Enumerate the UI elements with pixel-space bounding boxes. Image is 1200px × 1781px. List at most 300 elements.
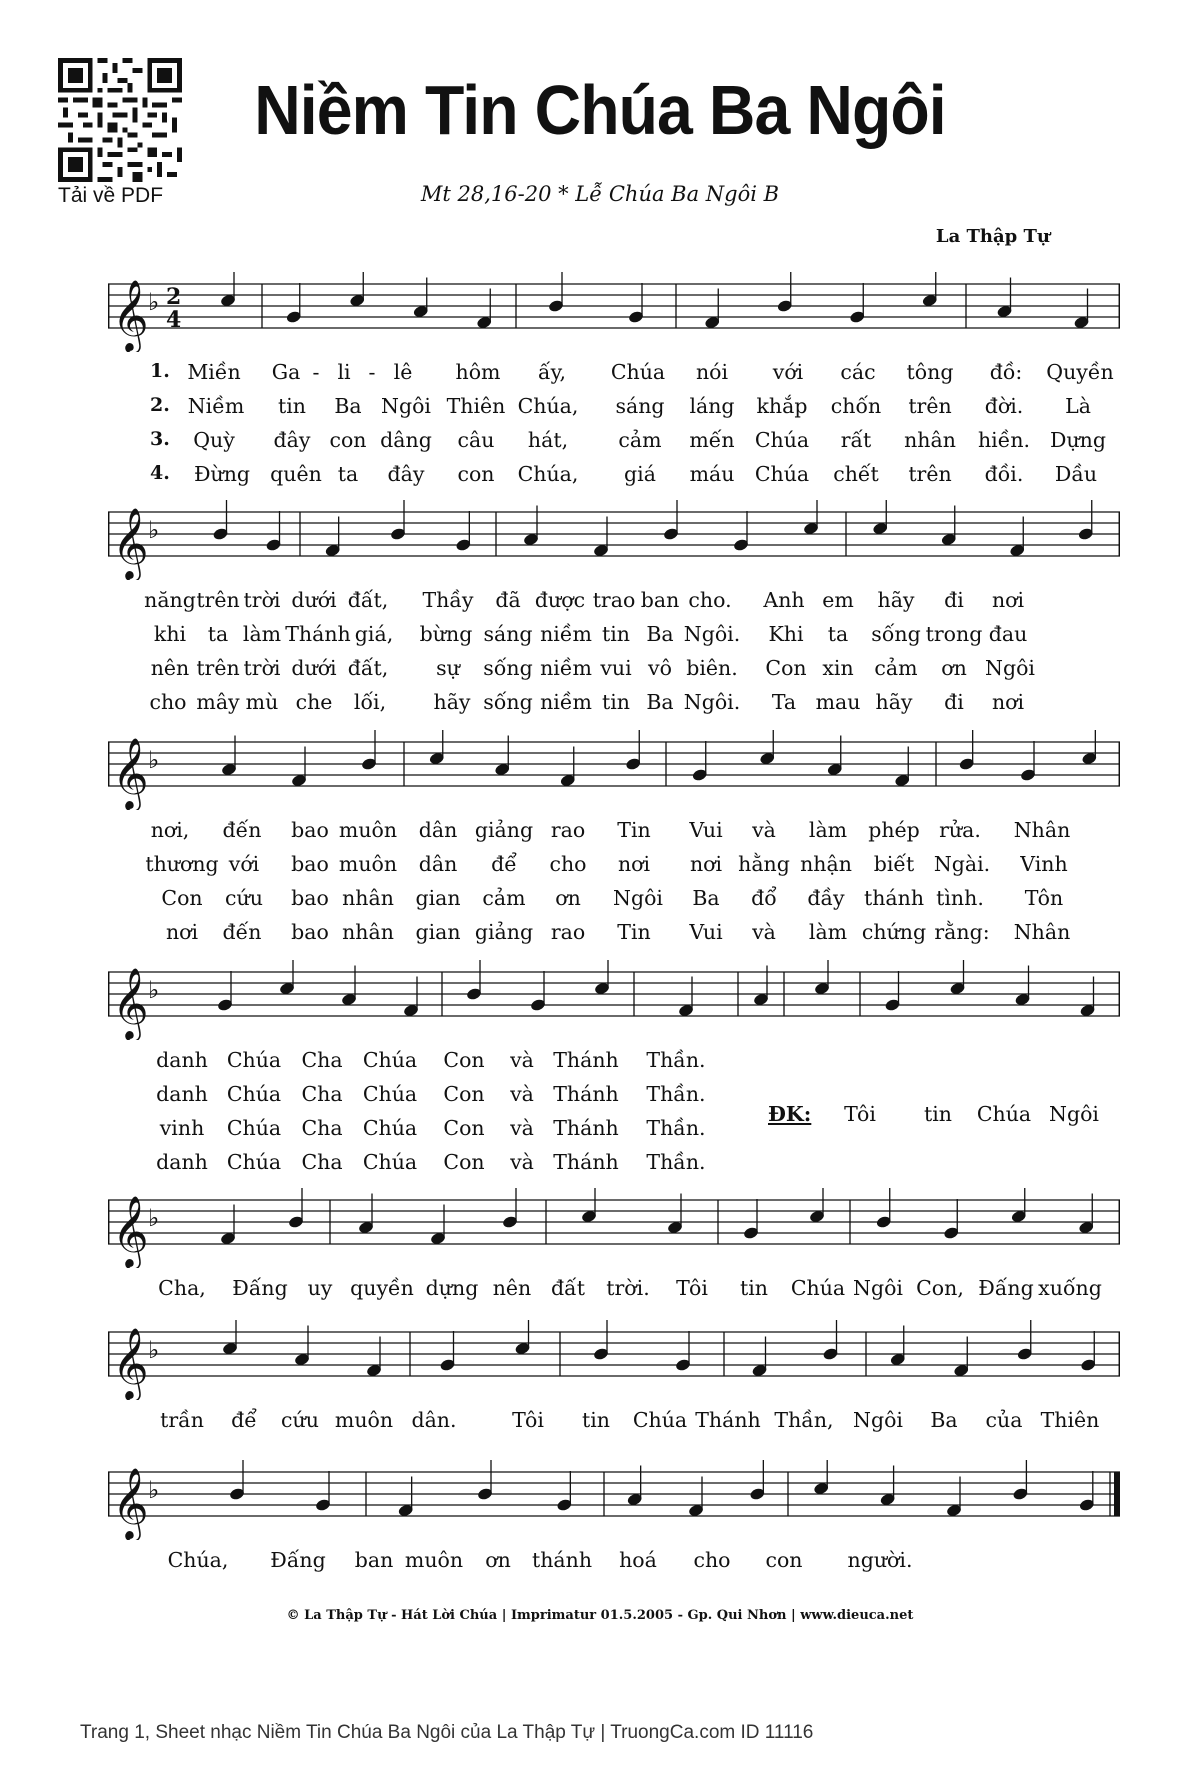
lyric-syllable: nhận (800, 852, 852, 876)
lyric-syllable: Con (443, 1048, 485, 1072)
lyric-syllable: cảm (618, 428, 662, 452)
lyric-syllable: tin (740, 1276, 768, 1300)
lyric-syllable: rất (840, 428, 872, 452)
lyric-syllable: Đấng (232, 1276, 288, 1300)
flat-icon: ♭ (148, 1476, 160, 1504)
lyric-syllable: Thần. (646, 1116, 706, 1140)
lyric-syllable: rao (550, 818, 586, 842)
lyric-syllable: Chúa (632, 1408, 688, 1432)
time-signature-bottom: 4 (166, 307, 182, 333)
lyric-syllable: Con, (916, 1276, 964, 1300)
lyric-syllable: thánh (531, 1548, 593, 1572)
staff-system-3 (108, 730, 1120, 944)
lyric-syllable: nên (492, 1276, 532, 1300)
lyric-syllable: Ba (646, 622, 674, 646)
lyric-syllable: Thiên (1040, 1408, 1100, 1432)
lyric-syllable: hãy (877, 588, 915, 612)
page-info-line: Trang 1, Sheet nhạc Niềm Tin Chúa Ba Ngôi của La Thập Tự | TruongCa.com ID 11116 (80, 1722, 814, 1743)
lyric-syllable: trong (925, 622, 983, 646)
lyric-syllable: Đấng (978, 1276, 1034, 1300)
lyric-syllable: dân (418, 852, 458, 876)
lyric-syllable: Khi (768, 622, 804, 646)
lyric-syllable: đời. (984, 394, 1024, 418)
lyric-syllable: đây (273, 428, 311, 452)
treble-clef-icon: 𝄞 (112, 1466, 149, 1539)
lyric-syllable: nên (150, 656, 190, 680)
lyric-syllable: sáng (483, 622, 533, 646)
lyric-syllable: Ba (646, 690, 674, 714)
lyric-syllable: hát, (527, 428, 569, 452)
staff-system-2 (108, 500, 1120, 714)
lyric-syllable: Ngôi (853, 1408, 903, 1432)
lyric-syllable: chứng (861, 920, 927, 944)
lyric-syllable: Thánh (553, 1048, 619, 1072)
lyric-syllable: khi (153, 622, 187, 646)
lyric-syllable: sáng (615, 394, 665, 418)
lyric-syllable: Thần. (646, 1150, 706, 1174)
lyric-syllable: Chúa (362, 1150, 418, 1174)
lyric-syllable: Thầy (422, 588, 474, 612)
lyric-syllable: vô (648, 656, 672, 680)
lyric-syllable: Đấng (270, 1548, 326, 1572)
lyric-syllable: Thiên (446, 394, 506, 418)
lyric-verse-3 (108, 428, 1120, 458)
lyric-syllable: Ba (930, 1408, 958, 1432)
lyric-syllable: Quỳ (193, 428, 235, 452)
lyric-syllable: Dầu (1054, 462, 1098, 486)
lyric-syllable: của (985, 1408, 1023, 1432)
flat-icon: ♭ (148, 1336, 160, 1364)
lyric-syllable: Đừng (193, 462, 251, 486)
lyric-syllable: hoá (619, 1548, 657, 1572)
lyric-syllable: Cha (301, 1116, 343, 1140)
lyric-syllable: lối, (353, 690, 387, 714)
staff-5 (108, 1188, 1120, 1268)
verse-number: 3. (150, 428, 170, 450)
lyric-syllable: Tôi (844, 1102, 876, 1126)
lyric-syllable: che (295, 690, 333, 714)
lyric-syllable: sự (436, 656, 460, 680)
lyric-refrain (108, 1408, 1120, 1438)
lyric-syllable: hãy (433, 690, 471, 714)
lyric-syllable: đã (495, 588, 521, 612)
staff-4 (108, 960, 1120, 1040)
lyric-syllable: Ngài. (933, 852, 991, 876)
lyric-syllable: đồi. (984, 462, 1024, 486)
lyric-syllable: đi (944, 690, 964, 714)
lyric-syllable: nơi (991, 588, 1025, 612)
lyric-syllable: Tôi (512, 1408, 544, 1432)
lyric-syllable: và (510, 1082, 534, 1106)
lyric-syllable: đến (222, 818, 262, 842)
lyric-syllable: trần (160, 1408, 204, 1432)
lyric-syllable: cho (149, 690, 187, 714)
lyric-syllable: ta (337, 462, 359, 486)
lyric-syllable: với (228, 852, 260, 876)
lyric-syllable: tình. (936, 886, 984, 910)
lyric-syllable: Chúa, (517, 462, 579, 486)
lyric-syllable: để (491, 852, 517, 876)
lyric-syllable: bao (291, 886, 329, 910)
lyric-syllable: Thánh (553, 1150, 619, 1174)
lyric-verse-2 (108, 852, 1120, 882)
lyric-syllable: xin (822, 656, 854, 680)
staff-3 (108, 730, 1120, 810)
staff-system-4 (108, 960, 1120, 1174)
lyric-syllable: giảng (474, 818, 534, 842)
lyric-syllable: rửa. (939, 818, 981, 842)
lyric-syllable: xuống (1038, 1276, 1102, 1300)
lyric-syllable: nơi (991, 690, 1025, 714)
lyric-syllable: ta (207, 622, 229, 646)
lyric-syllable: mau (815, 690, 861, 714)
lyric-syllable: tin (582, 1408, 610, 1432)
treble-clef-icon: 𝄞 (112, 1326, 149, 1399)
lyric-syllable: muôn (404, 1548, 464, 1572)
lyric-syllable: tông (906, 360, 954, 384)
lyric-verse-1 (108, 818, 1120, 848)
lyric-syllable: nói (695, 360, 729, 384)
lyric-syllable: bừng (419, 622, 473, 646)
lyric-syllable: niềm (540, 656, 592, 680)
lyric-syllable: hiền. (977, 428, 1031, 452)
lyric-syllable: đất, (347, 656, 389, 680)
lyric-syllable: nơi (689, 852, 723, 876)
lyric-syllable: niềm (540, 690, 592, 714)
lyric-syllable: ban (640, 588, 680, 612)
final-barline-thick (1114, 1472, 1120, 1516)
lyric-syllable: trên (196, 656, 240, 680)
lyric-syllable: đi (944, 588, 964, 612)
download-pdf-link[interactable]: Tải về PDF (58, 184, 164, 207)
treble-clef-icon: 𝄞 (112, 1194, 149, 1267)
lyric-verse-1 (108, 360, 1120, 390)
lyric-verse-4 (108, 462, 1120, 492)
lyric-syllable: làm (808, 818, 848, 842)
flat-icon: ♭ (148, 746, 160, 774)
lyric-syllable: rằng: (934, 920, 990, 944)
lyric-refrain (108, 1548, 1120, 1578)
lyric-syllable: vinh (159, 1116, 205, 1140)
lyric-syllable: Ba (334, 394, 362, 418)
lyric-syllable: dân. (411, 1408, 457, 1432)
lyric-syllable: sống (483, 656, 533, 680)
lyric-syllable: tin (278, 394, 306, 418)
lyric-syllable: Cha, (158, 1276, 206, 1300)
scripture-reference: Mt 28,16-20 * Lễ Chúa Ba Ngôi B (420, 182, 780, 206)
lyric-syllable: nơi (165, 920, 199, 944)
lyric-syllable: Chúa (226, 1116, 282, 1140)
lyric-syllable: giá (624, 462, 656, 486)
lyric-syllable: máu (689, 462, 735, 486)
lyric-syllable: Ngôi (381, 394, 431, 418)
lyric-syllable: hôm (455, 360, 501, 384)
lyric-syllable: cứu (281, 1408, 319, 1432)
lyric-syllable: Vui (689, 818, 723, 842)
lyric-syllable: Miền (187, 360, 241, 384)
verse-number: 1. (150, 360, 170, 382)
lyric-syllable: Chúa (226, 1082, 282, 1106)
lyric-syllable: trên (196, 588, 240, 612)
lyric-syllable: dưới (291, 588, 337, 612)
lyric-syllable: danh (156, 1150, 208, 1174)
lyric-syllable: Là (1065, 394, 1091, 418)
lyric-syllable: Cha (301, 1082, 343, 1106)
lyric-syllable: muôn (334, 1408, 394, 1432)
lyric-syllable: đau (988, 622, 1028, 646)
lyric-syllable: chết (833, 462, 879, 486)
lyric-syllable: trời. (606, 1276, 650, 1300)
lyric-syllable: Con (161, 886, 203, 910)
lyric-syllable: hằng (738, 852, 790, 876)
lyric-syllable: gian (415, 920, 461, 944)
lyric-syllable: với (772, 360, 804, 384)
lyric-syllable: lê (393, 360, 413, 384)
lyric-syllable: Ngôi. (683, 690, 741, 714)
lyric-syllable: năng (144, 588, 196, 612)
lyric-syllable: Con (443, 1116, 485, 1140)
refrain-label: ĐK: (768, 1102, 812, 1126)
lyric-syllable: Chúa (754, 428, 810, 452)
lyric-syllable: Tôn (1024, 886, 1064, 910)
lyric-syllable: dân (418, 818, 458, 842)
lyric-syllable: ơn (485, 1548, 511, 1572)
lyric-refrain (108, 1276, 1120, 1306)
lyric-syllable: cho (693, 1548, 731, 1572)
lyric-syllable: Chúa (610, 360, 666, 384)
lyric-syllable: láng (689, 394, 735, 418)
lyric-syllable: làm (242, 622, 282, 646)
lyric-syllable: sống (871, 622, 921, 646)
lyric-syllable: Chúa (754, 462, 810, 486)
lyric-syllable: Thần, (774, 1408, 834, 1432)
lyric-syllable: Dựng (1050, 428, 1106, 452)
flat-icon: ♭ (148, 516, 160, 544)
treble-clef-icon: 𝄞 (112, 736, 149, 809)
lyric-syllable: để (231, 1408, 257, 1432)
lyric-syllable: Tin (617, 920, 651, 944)
lyric-syllable: Con (443, 1150, 485, 1174)
lyric-syllable: Chúa, (517, 394, 579, 418)
lyric-syllable: bao (291, 852, 329, 876)
lyric-syllable: người. (847, 1548, 913, 1572)
lyric-syllable: Thánh (695, 1408, 761, 1432)
lyric-syllable: đồ: (989, 360, 1023, 384)
lyric-syllable: cảm (482, 886, 526, 910)
lyric-syllable: sống (483, 690, 533, 714)
lyric-syllable: Chúa (362, 1082, 418, 1106)
lyric-syllable: phép (868, 818, 920, 842)
lyric-syllable: biên. (686, 656, 738, 680)
lyric-syllable: tin (602, 622, 630, 646)
lyric-syllable: tin (602, 690, 630, 714)
lyric-syllable: Ngôi (1049, 1102, 1099, 1126)
lyric-syllable: danh (156, 1048, 208, 1072)
staff-7 (108, 1460, 1120, 1540)
lyric-syllable: ơn (941, 656, 967, 680)
lyric-syllable: trên (908, 394, 952, 418)
lyric-syllable: quên (270, 462, 322, 486)
flat-icon: ♭ (148, 288, 160, 316)
lyric-syllable: Thánh (553, 1116, 619, 1140)
lyric-syllable: danh (156, 1082, 208, 1106)
lyric-syllable: Nhân (1013, 920, 1071, 944)
lyric-syllable: Cha (301, 1150, 343, 1174)
lyric-syllable: và (752, 920, 776, 944)
composer-name: La Thập Tự (935, 226, 1050, 247)
lyric-syllable: li (337, 360, 351, 384)
lyric-syllable: Thần. (646, 1082, 706, 1106)
verse-number: 4. (150, 462, 170, 484)
time-signature-top: 2 (166, 284, 182, 310)
lyric-syllable: Con (765, 656, 807, 680)
lyric-syllable: trời (243, 588, 281, 612)
lyric-syllable: được (534, 588, 586, 612)
lyric-syllable: nhân (342, 886, 394, 910)
lyric-verse-3 (108, 656, 1120, 686)
lyric-verse-4 (108, 920, 1120, 950)
lyric-syllable: ấy, (538, 360, 566, 384)
lyric-syllable: và (752, 818, 776, 842)
lyric-syllable: cho (549, 852, 587, 876)
lyric-syllable: Anh (763, 588, 805, 612)
lyric-syllable: Chúa (226, 1150, 282, 1174)
lyric-syllable: Thánh (553, 1082, 619, 1106)
lyric-syllable: Chúa (976, 1102, 1032, 1126)
lyric-syllable: bao (291, 920, 329, 944)
lyric-syllable: Ngôi. (683, 622, 741, 646)
lyric-syllable: gian (415, 886, 461, 910)
lyric-syllable: cho. (688, 588, 732, 612)
lyric-syllable: Chúa (226, 1048, 282, 1072)
refrain-start-line (108, 1102, 1120, 1132)
lyric-syllable: con (457, 462, 495, 486)
lyric-verse-2 (108, 394, 1120, 424)
lyric-syllable: Thần. (646, 1048, 706, 1072)
lyric-syllable: Quyền (1046, 360, 1114, 384)
flat-icon: ♭ (148, 1204, 160, 1232)
lyric-syllable: niềm (540, 622, 592, 646)
lyric-syllable: Vinh (1020, 852, 1068, 876)
lyric-verse-3 (108, 886, 1120, 916)
staff-system-5 (108, 1188, 1120, 1308)
lyric-syllable: đất (551, 1276, 585, 1300)
lyric-syllable: đến (222, 920, 262, 944)
lyric-syllable: con (329, 428, 367, 452)
lyric-syllable: nhân (904, 428, 956, 452)
staff-2 (108, 500, 1120, 580)
copyright-footer: © La Thập Tự - Hát Lời Chúa | Imprimatur 01.5.2005 - Gp. Qui Nhơn | www.dieuca.net (286, 1608, 914, 1623)
treble-clef-icon: 𝄞 (112, 966, 149, 1039)
lyric-syllable: Ngôi (985, 656, 1035, 680)
treble-clef-icon: 𝄞 (112, 506, 149, 579)
lyric-syllable: giảng (474, 920, 534, 944)
lyric-syllable: trời (243, 656, 281, 680)
lyric-syllable: đổ (751, 886, 777, 910)
lyric-syllable: nơi (617, 852, 651, 876)
lyric-syllable: đây (387, 462, 425, 486)
lyric-syllable: và (510, 1048, 534, 1072)
lyric-syllable: Thánh (285, 622, 351, 646)
lyric-syllable: uy (307, 1276, 333, 1300)
staff-1 (108, 272, 1120, 352)
lyric-syllable: Cha (301, 1048, 343, 1072)
lyric-syllable: tin (924, 1102, 952, 1126)
lyric-verse-1 (108, 1048, 1120, 1078)
lyric-syllable: con (765, 1548, 803, 1572)
lyric-syllable: muôn (338, 818, 398, 842)
lyric-syllable: đất, (347, 588, 389, 612)
lyric-syllable: dưới (291, 656, 337, 680)
lyric-syllable: hãy (875, 690, 913, 714)
lyric-syllable: nơi, (150, 818, 190, 842)
lyric-syllable: giá, (354, 622, 394, 646)
lyric-syllable: Tôi (676, 1276, 708, 1300)
lyric-syllable: em (822, 588, 854, 612)
lyric-syllable: Vui (689, 920, 723, 944)
lyric-syllable: câu (457, 428, 495, 452)
lyric-syllable: rao (550, 920, 586, 944)
lyric-syllable: chốn (830, 394, 882, 418)
lyric-verse-1 (108, 588, 1120, 618)
lyric-syllable: Ngôi (853, 1276, 903, 1300)
staff-system-1 (108, 272, 1120, 486)
lyric-verse-4 (108, 690, 1120, 720)
lyric-syllable: trên (908, 462, 952, 486)
lyric-verse-2 (108, 622, 1120, 652)
lyric-syllable: Tin (617, 818, 651, 842)
lyric-syllable: mù (245, 690, 279, 714)
staff-system-7 (108, 1460, 1120, 1580)
lyric-syllable: ơn (555, 886, 581, 910)
lyric-syllable: muôn (338, 852, 398, 876)
lyric-syllable: mến (689, 428, 735, 452)
lyric-syllable: quyền (350, 1276, 414, 1300)
lyric-syllable: Chúa, (167, 1548, 229, 1572)
staff-system-6 (108, 1320, 1120, 1440)
staff-6 (108, 1320, 1120, 1400)
flat-icon: ♭ (148, 976, 160, 1004)
page-title: Niềm Tin Chúa Ba Ngôi (254, 71, 946, 149)
lyric-syllable: ban (354, 1548, 394, 1572)
lyric-syllable: ta (827, 622, 849, 646)
lyric-syllable: Chúa (362, 1116, 418, 1140)
lyric-syllable: Chúa (362, 1048, 418, 1072)
lyric-syllable: và (510, 1150, 534, 1174)
lyric-syllable: Chúa (790, 1276, 846, 1300)
lyric-syllable: và (510, 1116, 534, 1140)
lyric-syllable: trao (592, 588, 636, 612)
lyric-syllable: - (368, 360, 376, 384)
lyric-syllable: - (312, 360, 320, 384)
lyric-syllable: khắp (756, 394, 808, 418)
lyric-syllable: mây (196, 690, 240, 714)
lyric-syllable: cứu (225, 886, 263, 910)
treble-clef-icon: 𝄞 (112, 278, 149, 351)
lyric-verse-4 (108, 1150, 1120, 1180)
lyric-syllable: biết (873, 852, 915, 876)
lyric-syllable: nhân (342, 920, 394, 944)
lyric-syllable: Ga (271, 360, 301, 384)
lyric-syllable: dâng (380, 428, 432, 452)
lyric-syllable: Niềm (187, 394, 245, 418)
lyric-syllable: Nhân (1013, 818, 1071, 842)
lyric-syllable: dựng (425, 1276, 479, 1300)
lyric-syllable: bao (291, 818, 329, 842)
lyric-syllable: Ta (771, 690, 797, 714)
lyric-syllable: cảm (874, 656, 918, 680)
lyric-syllable: thánh (863, 886, 925, 910)
